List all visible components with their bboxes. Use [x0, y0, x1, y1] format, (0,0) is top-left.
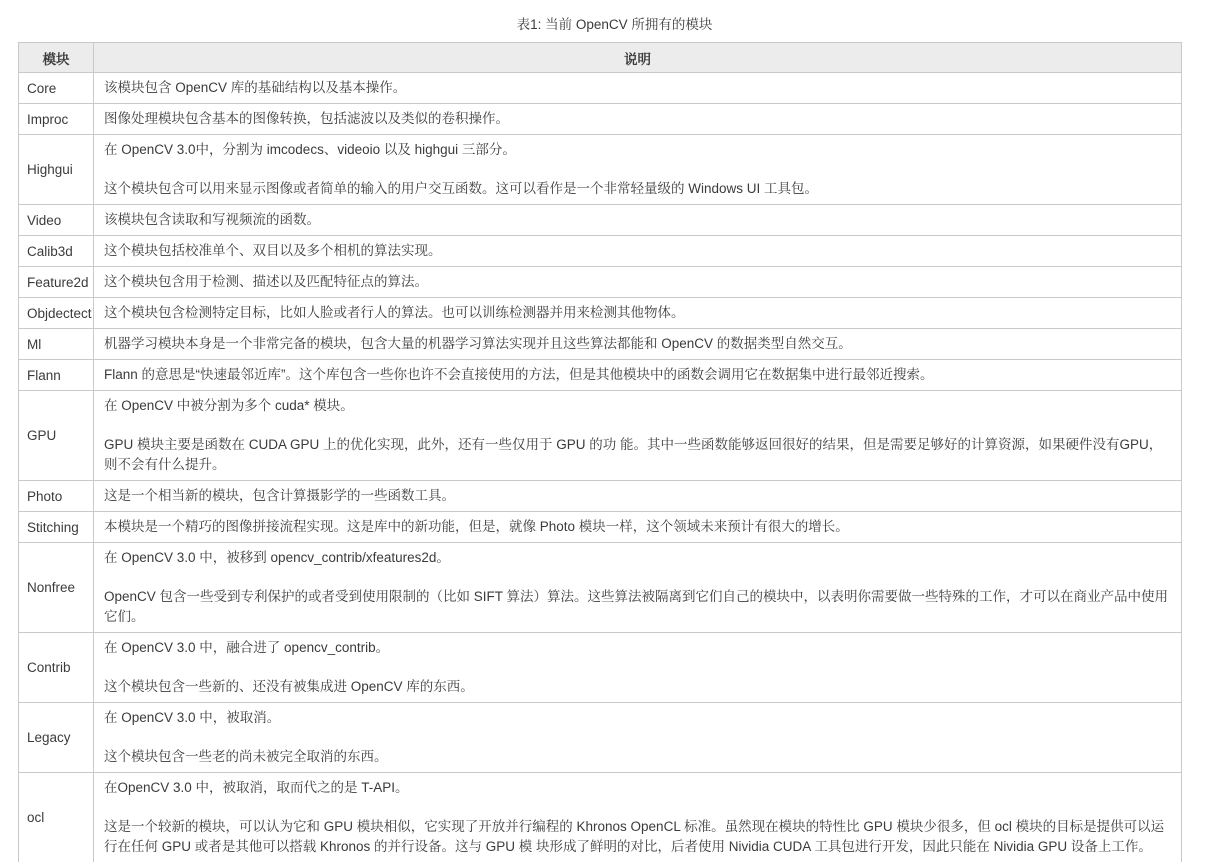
description-paragraph: 这个模块包含检测特定目标，比如人脸或者行人的算法。也可以训练检测器并用来检测其他物体。 — [104, 305, 685, 320]
module-name-cell: GPU — [19, 391, 94, 481]
table-row — [19, 298, 1182, 329]
description-paragraph: 在OpenCV 3.0 中，被取消，取而代之的是 T-API。 — [104, 780, 409, 795]
module-name-cell: Ml — [19, 329, 94, 360]
column-header-module: 模块 — [19, 43, 94, 73]
module-name-cell: Feature2d — [19, 267, 94, 298]
module-description-cell — [94, 360, 1182, 391]
table-header-row — [19, 43, 1182, 73]
module-name-cell: Flann — [19, 360, 94, 391]
module-description-cell — [94, 205, 1182, 236]
module-description-cell — [94, 391, 1182, 481]
description-paragraph: GPU 模块主要是函数在 CUDA GPU 上的优化实现，此外，还有一些仅用于 GPU 的功 能。其中一些函数能够返回很好的结果，但是需要足够好的计算资源，如果硬件没有GPU，则不会有什么提升。 — [104, 437, 1163, 472]
description-paragraph: 这个模块包含可以用来显示图像或者简单的输入的用户交互函数。这可以看作是一个非常轻量级的 Windows UI 工具包。 — [104, 181, 819, 196]
table-row — [19, 773, 1182, 862]
description-paragraph: 本模块是一个精巧的图像拼接流程实现。这是库中的新功能，但是，就像 Photo 模块一样，这个领域未来预计有很大的增长。 — [104, 519, 849, 534]
module-description-cell — [94, 135, 1182, 205]
table-row — [19, 543, 1182, 633]
table-row — [19, 391, 1182, 481]
module-name-cell: Legacy — [19, 703, 94, 773]
description-paragraph: 该模块包含读取和写视频流的函数。 — [104, 212, 320, 227]
table-row — [19, 512, 1182, 543]
module-description-cell — [94, 329, 1182, 360]
table-row — [19, 481, 1182, 512]
description-paragraph: 在 OpenCV 3.0 中，融合进了 opencv_contrib。 — [104, 640, 390, 655]
module-name-cell: Calib3d — [19, 236, 94, 267]
table-row — [19, 73, 1182, 104]
table-row — [19, 205, 1182, 236]
description-paragraph: 这是一个较新的模块，可以认为它和 GPU 模块相似，它实现了开放并行编程的 Khronos OpenCL 标准。虽然现在模块的特性比 GPU 模块少很多，但 ocl 模块的目标是提供可以运行在任何 GPU 或者是其他可以搭载 Khronos 的并行设备。这与 GPU 模 块形成了鲜明的对比，后者使用 Nividia CUDA 工具包进行开发，因此只能在 Nividia GPU 设备上工作。 — [104, 819, 1165, 854]
module-description-cell — [94, 633, 1182, 703]
module-name-cell: Highgui — [19, 135, 94, 205]
table-row — [19, 236, 1182, 267]
table-row — [19, 267, 1182, 298]
table-row — [19, 329, 1182, 360]
opencv-modules-table — [18, 42, 1182, 862]
description-paragraph: Flann 的意思是“快速最邻近库”。这个库包含一些你也许不会直接使用的方法，但是其他模块中的函数会调用它在数据集中进行最邻近搜索。 — [104, 367, 934, 382]
table-row — [19, 360, 1182, 391]
module-description-cell — [94, 512, 1182, 543]
description-paragraph: 图像处理模块包含基本的图像转换，包括滤波以及类似的卷积操作。 — [104, 111, 509, 126]
description-paragraph: 这是一个相当新的模块，包含计算摄影学的一些函数工具。 — [104, 488, 455, 503]
module-description-cell — [94, 73, 1182, 104]
table-row — [19, 633, 1182, 703]
module-description-cell — [94, 481, 1182, 512]
module-description-cell — [94, 773, 1182, 862]
module-name-cell: Photo — [19, 481, 94, 512]
module-description-cell — [94, 236, 1182, 267]
module-name-cell: Core — [19, 73, 94, 104]
module-name-cell: ocl — [19, 773, 94, 862]
description-paragraph: 在 OpenCV 中被分割为多个 cuda* 模块。 — [104, 398, 354, 413]
module-name-cell: Nonfree — [19, 543, 94, 633]
module-description-cell — [94, 267, 1182, 298]
module-name-cell: Contrib — [19, 633, 94, 703]
column-header-description: 说明 — [94, 43, 1182, 73]
description-paragraph: 这个模块包含用于检测、描述以及匹配特征点的算法。 — [104, 274, 428, 289]
description-paragraph: 在 OpenCV 3.0 中，被取消。 — [104, 710, 281, 725]
description-paragraph: 这个模块包含一些新的、还没有被集成进 OpenCV 库的东西。 — [104, 679, 474, 694]
table-row — [19, 703, 1182, 773]
description-paragraph: 该模块包含 OpenCV 库的基础结构以及基本操作。 — [104, 80, 407, 95]
table-caption: 表1: 当前 OpenCV 所拥有的模块 — [516, 17, 713, 32]
module-description-cell — [94, 703, 1182, 773]
description-paragraph: 机器学习模块本身是一个非常完备的模块，包含大量的机器学习算法实现并且这些算法都能和 OpenCV 的数据类型自然交互。 — [104, 336, 852, 351]
module-description-cell — [94, 543, 1182, 633]
table-row — [19, 135, 1182, 205]
table-body — [19, 73, 1182, 862]
table-row — [19, 104, 1182, 135]
module-name-cell: Objdectect — [19, 298, 94, 329]
description-paragraph: OpenCV 包含一些受到专利保护的或者受到使用限制的（比如 SIFT 算法）算法。这些算法被隔离到它们自己的模块中，以表明你需要做一些特殊的工作，才可以在商业产品中使用它们。 — [104, 589, 1169, 624]
module-name-cell: Video — [19, 205, 94, 236]
module-description-cell — [94, 298, 1182, 329]
module-name-cell: Improc — [19, 104, 94, 135]
module-name-cell: Stitching — [19, 512, 94, 543]
description-paragraph: 在 OpenCV 3.0 中，被移到 opencv_contrib/xfeatures2d。 — [104, 550, 450, 565]
description-paragraph: 这个模块包含一些老的尚未被完全取消的东西。 — [104, 749, 388, 764]
description-paragraph: 这个模块包括校准单个、双目以及多个相机的算法实现。 — [104, 243, 442, 258]
description-paragraph: 在 OpenCV 3.0中，分割为 imcodecs、videoio 以及 highgui 三部分。 — [104, 142, 516, 157]
module-description-cell — [94, 104, 1182, 135]
